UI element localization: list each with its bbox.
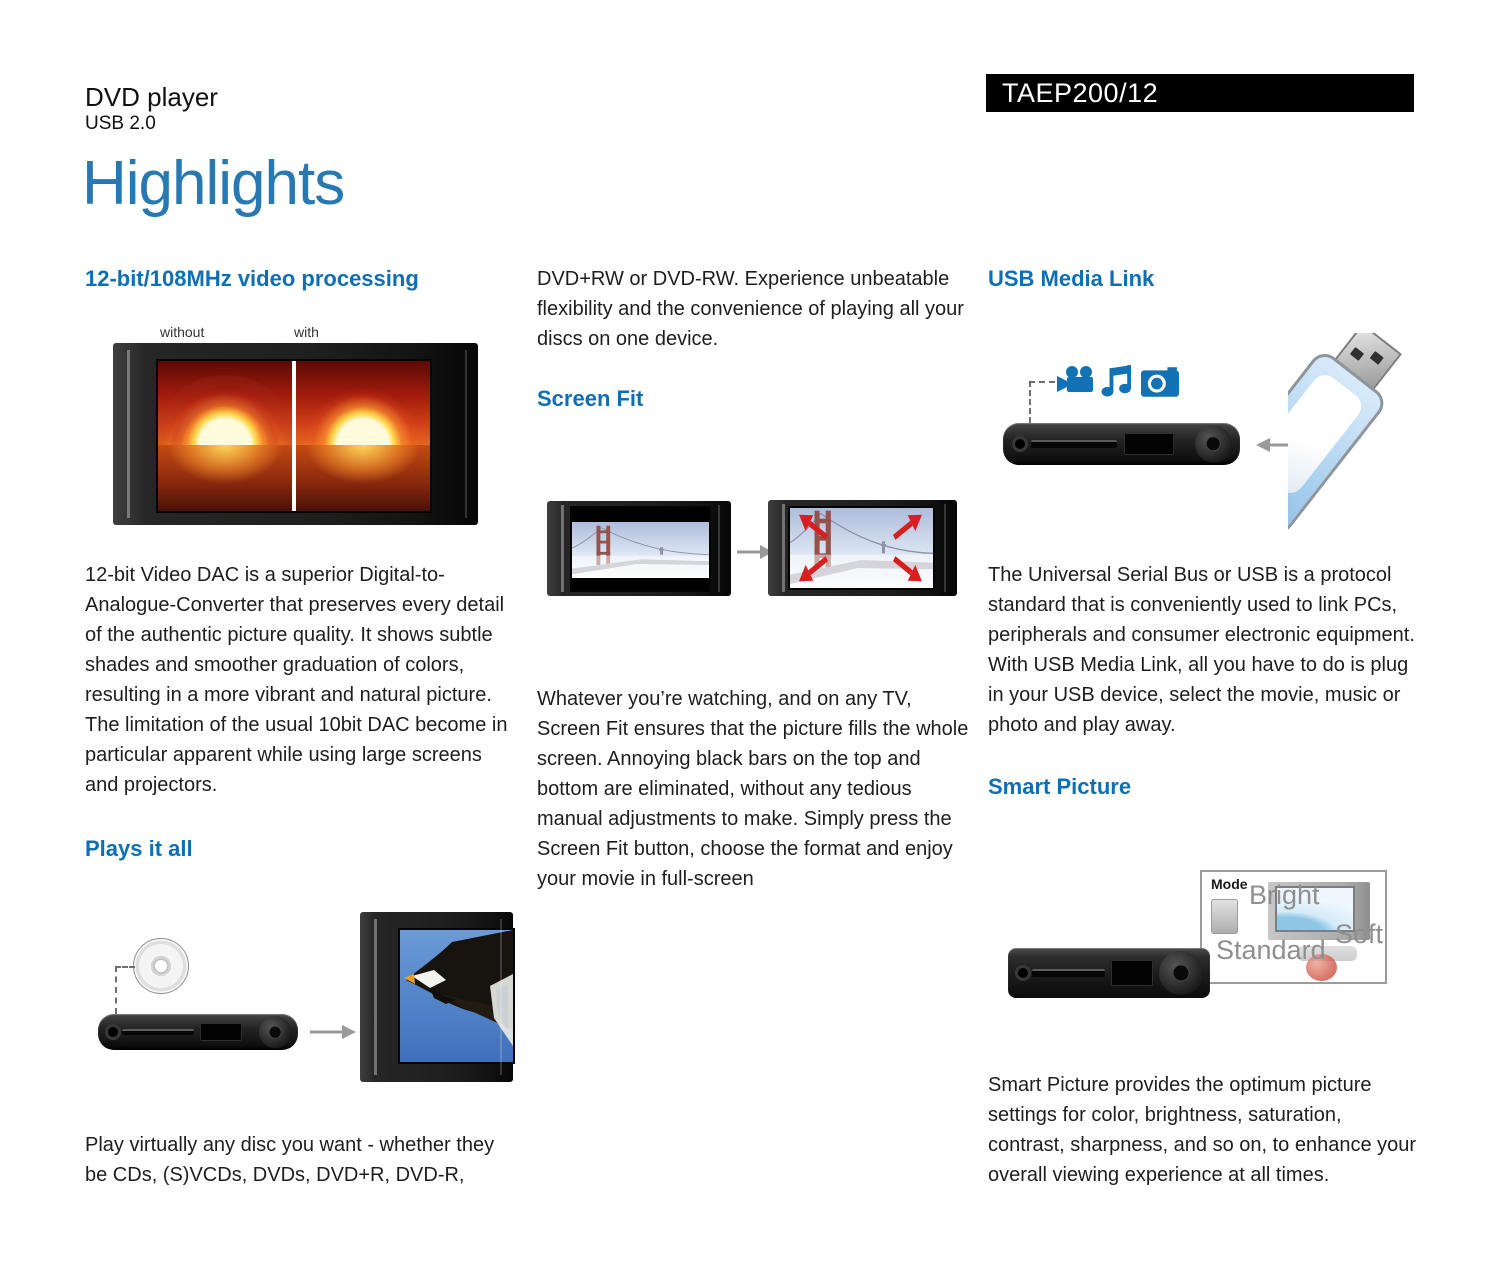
product-type: DVD player bbox=[85, 82, 218, 112]
dashed-connector bbox=[1029, 381, 1031, 423]
usb-media-link-body: The Universal Serial Bus or USB is a protocol standard that is conveniently used to link PCs, peripherals and consumer electronic equipment. With USB Media Link, all you have to do is plug in your USB device, select the movie, music or photo and play away. bbox=[988, 564, 1415, 736]
smart-picture-menu-panel bbox=[1200, 870, 1387, 984]
smart-picture-body: Smart Picture provides the optimum picture settings for color, brightness, saturation, contrast, sharpness, and so on, to enhance your overall viewing experience at all times. bbox=[988, 1074, 1417, 1186]
smart-picture-heading: Smart Picture bbox=[988, 774, 1132, 799]
dashed-connector bbox=[115, 966, 135, 968]
label-with: with bbox=[294, 324, 319, 340]
video-camera-icon bbox=[1055, 365, 1097, 397]
sunset-without-processing bbox=[158, 361, 292, 511]
plays-it-all-heading: Plays it all bbox=[85, 836, 193, 861]
usb-media-link-illustration bbox=[988, 333, 1415, 547]
dvd-player-illustration bbox=[1008, 948, 1210, 998]
music-note-icon bbox=[1101, 363, 1133, 397]
video-processing-body: 12-bit Video DAC is a superior Digital-to-Analogue-Converter that preserves every detail of the authentic picture quality. It shows subtle shades and smoother graduation of colors, resulting in a more vibrant and natural picture. The limitation of the usual 10bit DAC become in particular apparent while using large screens and projectors. bbox=[85, 564, 508, 796]
bridge-image-letterboxed bbox=[572, 522, 709, 578]
letterbox-tv-illustration bbox=[547, 501, 731, 596]
eagle-tv-illustration bbox=[360, 912, 513, 1082]
product-subtitle: USB 2.0 bbox=[85, 113, 156, 134]
eagle-screen bbox=[400, 930, 513, 1062]
video-processing-heading: 12-bit/108MHz video processing bbox=[85, 266, 419, 291]
plays-it-all-illustration bbox=[85, 900, 513, 1105]
dvd-player-illustration bbox=[98, 1014, 298, 1050]
sunset-with-processing bbox=[296, 361, 430, 511]
media-icons bbox=[1055, 359, 1175, 401]
dashed-connector bbox=[1029, 381, 1055, 383]
disc-icon bbox=[133, 938, 189, 994]
screen-fit-illustration bbox=[537, 498, 971, 600]
eagle-image bbox=[400, 930, 513, 1062]
plays-it-all-body-continued: DVD+RW or DVD-RW. Experience unbeatable flexibility and the convenience of playing all your discs on one device. bbox=[537, 268, 964, 350]
sunset-comparison-tv-illustration bbox=[113, 343, 478, 525]
label-without: without bbox=[160, 324, 205, 340]
letterbox-screen bbox=[572, 508, 709, 590]
mode-label: Mode bbox=[1211, 876, 1248, 892]
mode-option-soft: Soft bbox=[1335, 919, 1384, 949]
photo-camera-icon bbox=[1141, 367, 1179, 397]
bridge-image-fullscreen bbox=[790, 508, 933, 588]
sunset-comparison-screen bbox=[158, 361, 430, 511]
fullscreen-tv-illustration bbox=[768, 500, 957, 596]
screen-fit-body: Whatever you’re watching, and on any TV, Screen Fit ensures that the picture fills the whole screen. Annoying black bars on the top and bottom are eliminated, without any tedious manual adjustments to make. Simply press the Screen Fit button, choose the format and enjoy your movie in full-screen bbox=[537, 688, 969, 890]
dvd-player-illustration bbox=[1003, 423, 1240, 465]
mode-button-illustration bbox=[1211, 899, 1238, 934]
smart-picture-illustration bbox=[988, 853, 1415, 1018]
page-title: Highlights bbox=[82, 149, 345, 218]
usb-media-link-heading: USB Media Link bbox=[988, 266, 1155, 291]
plays-it-all-body: Play virtually any disc you want - whether they be CDs, (S)VCDs, DVDs, DVD+R, DVD-R, bbox=[85, 1134, 495, 1186]
mode-option-bright: Bright bbox=[1249, 880, 1320, 910]
model-number-bar bbox=[986, 74, 1414, 112]
mode-option-standard: Standard bbox=[1216, 935, 1326, 965]
usb-stick-illustration bbox=[1288, 333, 1415, 547]
dashed-connector bbox=[115, 966, 117, 1014]
fullscreen-screen bbox=[790, 508, 933, 588]
arrow-right-icon bbox=[310, 1024, 356, 1045]
screen-fit-heading: Screen Fit bbox=[537, 386, 644, 411]
model-number: TAEP200/12 bbox=[1002, 78, 1159, 108]
